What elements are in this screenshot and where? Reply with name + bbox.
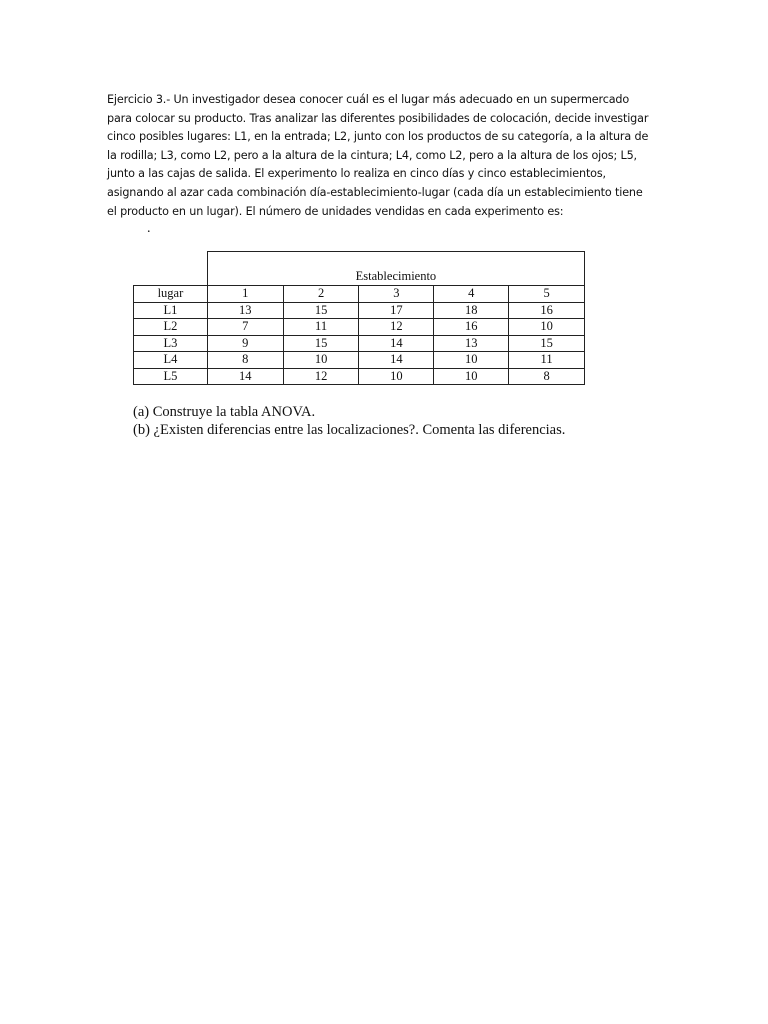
table-group-header-row: [134, 252, 585, 286]
table-cell: 9: [207, 335, 283, 352]
table-cell: 15: [283, 302, 359, 319]
table-cell: 11: [283, 319, 359, 336]
table-cell: 15: [283, 335, 359, 352]
table-cell: 15: [509, 335, 585, 352]
table-cell: 17: [359, 302, 434, 319]
table-corner-cell: [134, 252, 208, 286]
statement-line: la rodilla; L3, como L2, pero a la altura de la cintura; L4, como L2, pero a la altura de los ojos; L5,: [107, 148, 637, 162]
table-cell: 11: [509, 352, 585, 369]
table-cell: 10: [434, 368, 509, 385]
table-cell: 10: [434, 352, 509, 369]
table-cell: 10: [359, 368, 434, 385]
table-cell: 12: [283, 368, 359, 385]
table-cell: 8: [207, 352, 283, 369]
row-label: L5: [134, 368, 208, 385]
table-cell: 14: [359, 352, 434, 369]
statement-line: para colocar su producto. Tras analizar las diferentes posibilidades de colocación, decide investigar: [107, 111, 649, 125]
sales-table: [133, 251, 585, 385]
table-row: [134, 319, 585, 336]
row-label: L3: [134, 335, 208, 352]
exercise-statement: [107, 91, 667, 221]
table-header-row: [134, 286, 585, 303]
table-cell: 7: [207, 319, 283, 336]
table-cell: 12: [359, 319, 434, 336]
table-row: [134, 368, 585, 385]
table-row: [134, 352, 585, 369]
questions-list: [133, 403, 565, 439]
statement-line: cinco posibles lugares: L1, en la entrada; L2, junto con los productos de su categoría, a la altura de: [107, 130, 649, 144]
table-cell: 14: [359, 335, 434, 352]
row-label: L4: [134, 352, 208, 369]
table-row: [134, 302, 585, 319]
column-header: 4: [434, 286, 509, 303]
table-cell: 8: [509, 368, 585, 385]
column-header: 2: [283, 286, 359, 303]
table-cell: 13: [207, 302, 283, 319]
column-header: 3: [359, 286, 434, 303]
column-header: 5: [509, 286, 585, 303]
row-label: L2: [134, 319, 208, 336]
table-cell: 13: [434, 335, 509, 352]
table-cell: 14: [207, 368, 283, 385]
table-cell: 16: [434, 319, 509, 336]
row-header-label: lugar: [134, 286, 208, 303]
column-header: 1: [207, 286, 283, 303]
row-label: L1: [134, 302, 208, 319]
table-row: [134, 335, 585, 352]
stray-mark: .: [147, 221, 151, 236]
question-a: (a) Construye la tabla ANOVA.: [133, 404, 316, 420]
table-cell: 10: [283, 352, 359, 369]
statement-line: Ejercicio 3.- Un investigador desea conocer cuál es el lugar más adecuado en un supermercado: [107, 93, 630, 106]
table-cell: 18: [434, 302, 509, 319]
statement-line: asignando al azar cada combinación día-establecimiento-lugar (cada día un establecimiento tiene: [107, 185, 643, 199]
statement-line: el producto en un lugar). El número de unidades vendidas en cada experimento es:: [107, 204, 564, 218]
question-b: (b) ¿Existen diferencias entre las localizaciones?. Comenta las diferencias.: [133, 422, 566, 438]
table-group-header: Establecimiento: [207, 252, 584, 286]
table-cell: 16: [509, 302, 585, 319]
table-cell: 10: [509, 319, 585, 336]
statement-line: junto a las cajas de salida. El experimento lo realiza en cinco días y cinco establecimientos,: [107, 167, 606, 181]
